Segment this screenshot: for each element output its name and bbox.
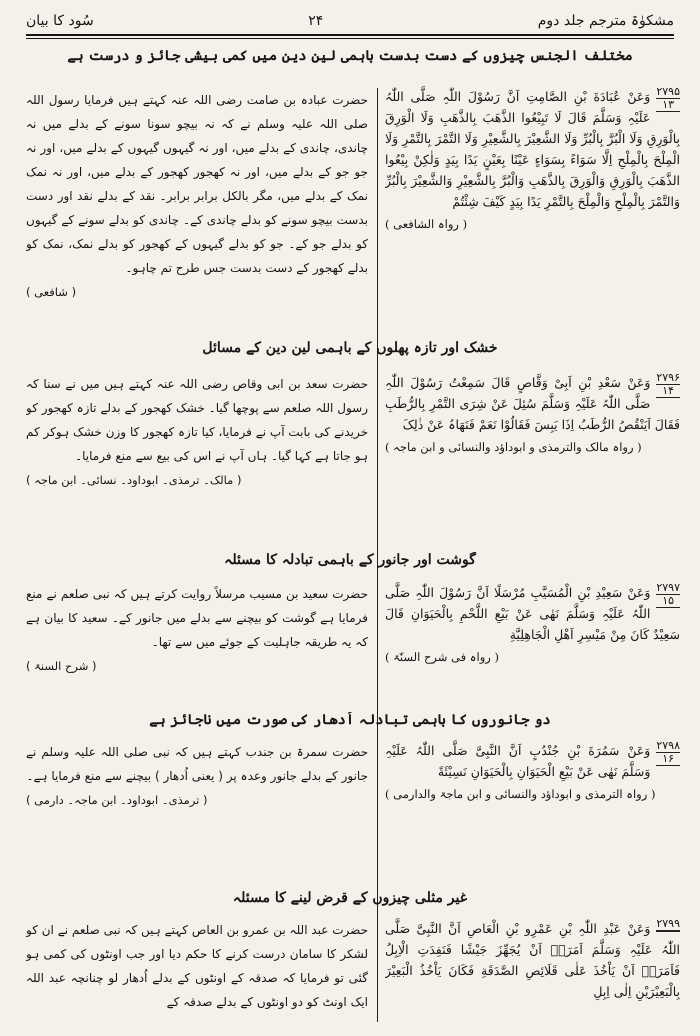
arabic-text: وَعَنْ عَبْدِ اللّٰہِ بْنِ عَمْرِو بْنِ الْعَاصِ اَنَّ النَّبِیَّ صَلَّى اللّٰہُ عَلَیْہِ وَسَلَّمَ اَمَرَہٗ اَنْ یُجَھِّزَ جَیْشًا فَنَفِدَتِ الْاِبِلُ فَاَمَرَہٗ اَنْ یَاْخُذَ عَلٰى قَلَائِصِ الصَّدَقَةِ فَکَانَ یَاْخُذُ الْبَعِیْرَ بِالْبَعِیْرَیْنِ اِلٰى اِبِلِ — [385, 921, 680, 999]
book-title: مشکوٰۃ مترجم جلد دوم — [537, 13, 674, 29]
arabic-source: ( رواہ الترمذی و ابوداؤد والنسائی و ابن ماجۃ والدارمی ) — [385, 787, 656, 801]
arabic-text: وَعَنْ عُبَادَةَ بْنِ الصَّامِتِ اَنَّ رَسُوْلَ اللّٰہِ صَلَّى اللّٰہُ عَلَیْہِ وَسَلَّمَ قَالَ لَا تَبِیْعُوا الذَّھَبَ بِالذَّھَبِ وَلَا الْوَرِقَ بِالْوَرِقِ وَلَا الْبُرَّ بِالْبُرِّ وَلَا الشَّعِیْرَ بِالشَّعِیْرِ وَلَا التَّمْرَ بِالتَّمْرِ وَلَا الْمِلْحَ بِالْمِلْحِ اِلَّا سَوَاءً بِسَوَاءٍ عَیْنًا بِعَیْنٍ یَدًا بِیَدٍ وَلٰکِنْ بِیْعُوا الذَّھَبَ بِالْوَرِقِ وَالْوَرِقَ بِالذَّھَبِ وَالْبُرَّ بِالشَّعِیْرِ وَالشَّعِیْرَ بِالْبُرِّ وَالتَّمْرَ بِالْمِلْحِ وَالْمِلْحَ بِالتَّمْرِ یَدًا بِیَدٍ کَیْفَ شِئْتُمْ — [385, 89, 680, 209]
arabic-source: ( رواہ الشافعی ) — [385, 217, 468, 231]
hadith-number: ۲۷۹۹ — [656, 918, 680, 930]
hadith-arabic — [385, 86, 680, 336]
arabic-text: وَعَنْ سَمُرَةَ بْنِ جُنْدُبٍ اَنَّ النَّبِیَّ صَلَّى اللّٰہُ عَلَیْہِ وَسَلَّمَ نَھٰى عَنْ بَیْعِ الْحَیَوَانِ بِالْحَیَوَانِ نَسِیْئَةً — [385, 743, 651, 779]
arabic-source: ( رواہ مالک والترمذی و ابوداؤد والنسائی و ابن ماجہ ) — [385, 440, 642, 454]
hadith-number: ۲۷۹۸ ۱۶ — [656, 740, 680, 765]
header-rule-thin — [26, 38, 674, 39]
page-number: ۲۴ — [308, 13, 324, 29]
section-heading: مختلف الجنس چیزوں کے دست بدست باہمی لین دین میں کمی بیشی جائز و درست ہے — [67, 48, 633, 64]
hadith-arabic — [385, 740, 680, 882]
translation-source: ( ترمذی۔ ابوداود۔ ابن ماجہ۔ دارمی ) — [26, 793, 208, 807]
arabic-text: وَعَنْ سَعِیْدِ بْنِ الْمُسَیَّبِ مُرْسَلًا اَنَّ رَسُوْلَ اللّٰہِ صَلَّى اللّٰہُ عَلَیْہِ وَسَلَّمَ نَھٰى عَنْ بَیْعِ اللَّحْمِ بِالْحَیَوَانِ قَالَ سَعِیْدٌ کَانَ مِنْ مَیْسِرِ اَھْلِ الْجَاھِلِیَّةِ — [385, 585, 680, 642]
translation-source: ( شرح السنۃ ) — [26, 659, 97, 673]
urdu-translation: حضرت سمرۃ بن جندب کہتے ہیں کہ نبی صلی اللہ علیہ وسلم نے جانور کے بدلے جانور وعدہ پر ( یعنی اُدھار ) بیچنے سے منع فرمایا ہے۔ ( ترمذی۔ ابوداود۔ ابن ماجہ۔ دارمی ) — [26, 740, 368, 882]
hadith-arabic — [385, 372, 680, 548]
arabic-source: ( رواہ فی شرح السنّۃ ) — [385, 650, 499, 664]
translation-source: ( مالک۔ ترمذی۔ ابوداود۔ نسائی۔ ابن ماجہ ) — [26, 473, 242, 487]
section-heading: دو جانوروں کا باہمی تبادلہ اُدھار کی صورت میں ناجائز ہے — [149, 712, 551, 728]
hadith-arabic — [385, 918, 680, 1030]
urdu-translation: حضرت عبادہ بن صامت رضی اللہ عنہ کہتے ہیں فرمایا رسول اللہ صلی اللہ علیہ وسلم نے کہ نہ بیچو سونا سونے کے بدلے میں نہ چاندی، چاندی کے بدلے میں، اور نہ گیہوں گیہوں کے بدلے میں، اور نہ جو جو کے بدلے میں، اور نہ کھجور کھجور کے بدلے میں، اور نہ نمک نمک کے بدلے میں، مگر بالکل برابر برابر۔ نقد کے بدلے نقد اور دست بدست بیچو سونے کو بدلے چاندی کے۔ چاندی کو بدلے سونے کے گیہوں کو بدلے جو کے۔ جو کو بدلے گیہوں کے کھجور کو بدلے نمک، نمک کو بدلے کھجور کے دست بدست جس طرح تم چاہو۔ ( شافعی ) — [26, 88, 368, 334]
header-rule — [26, 34, 674, 36]
section-heading: گوشت اور جانور کے باہمی تبادلہ کا مسئلہ — [224, 552, 476, 568]
hadith-arabic — [385, 582, 680, 698]
arabic-text: وَعَنْ سَعْدِ بْنِ اَبِیْ وَقَّاصٍ قَالَ سَمِعْتُ رَسُوْلَ اللّٰہِ صَلَّى اللّٰہُ عَلَیْہِ وَسَلَّمَ سُئِلَ عَنْ شِرَى التَّمْرِ بِالرُّطَبِ فَقَالَ اَیَنْقُصُ الرُّطَبُ اِذَا یَبِسَ فَقَالُوْا نَعَمْ فَنَھَاہُ عَنْ ذٰلِکَ — [385, 375, 680, 432]
translation-source: ( شافعی ) — [26, 285, 77, 299]
section-heading: خشک اور تازہ پھلوں کے باہمی لین دین کے مسائل — [202, 340, 498, 356]
running-head — [26, 8, 674, 34]
urdu-translation: حضرت عبد اللہ بن عمرو بن العاص کہتے ہیں کہ نبی صلعم نے ان کو لشکر کا سامان درست کرنے کا حکم دیا اور جب اونٹوں کی کمی ہو گئی تو فرمایا کہ صدقہ کے اونٹوں کے بدلے اُدھار لو چنانچہ عبد اللہ ایک اونٹ کو دو اونٹوں کے بدلے صدقہ کے — [26, 923, 368, 1009]
hadith-number: ۲۷۹۵ ۱۳ — [656, 86, 680, 111]
chapter-title: سُود کا بیان — [26, 13, 94, 29]
urdu-translation: حضرت سعد بن ابی وقاص رضی اللہ عنہ کہتے ہیں میں نے سنا کہ رسول اللہ صلعم سے پوچھا گیا۔ خشک کھجور کے بدلے تازہ کھجور کو خریدنے کی بابت آپ نے فرمایا، کیا تازہ کھجور کا وزن خشک ہوکر کم ہو جاتا ہے کہا گیا۔ ہاں آپ نے اس کی بیع سے منع فرمایا۔ ( مالک۔ ترمذی۔ ابوداود۔ نسائی۔ ابن ماجہ ) — [26, 372, 368, 548]
hadith-number: ۲۷۹۶ ۱۴ — [656, 372, 680, 397]
hadith-number: ۲۷۹۷ ۱۵ — [656, 582, 680, 607]
section-heading: غیر مثلی چیزوں کے قرض لینے کا مسئلہ — [232, 890, 468, 906]
urdu-translation: حضرت سعید بن مسیب مرسلاً روایت کرتے ہیں کہ نبی صلعم نے منع فرمایا ہے گوشت کو بیچنے سے بدلے میں جانور کے۔ سعید کا بیان ہے کہ یہ طریقہ جاہلیت کے جوئے میں سے تھا۔ ( شرح السنۃ ) — [26, 582, 368, 698]
